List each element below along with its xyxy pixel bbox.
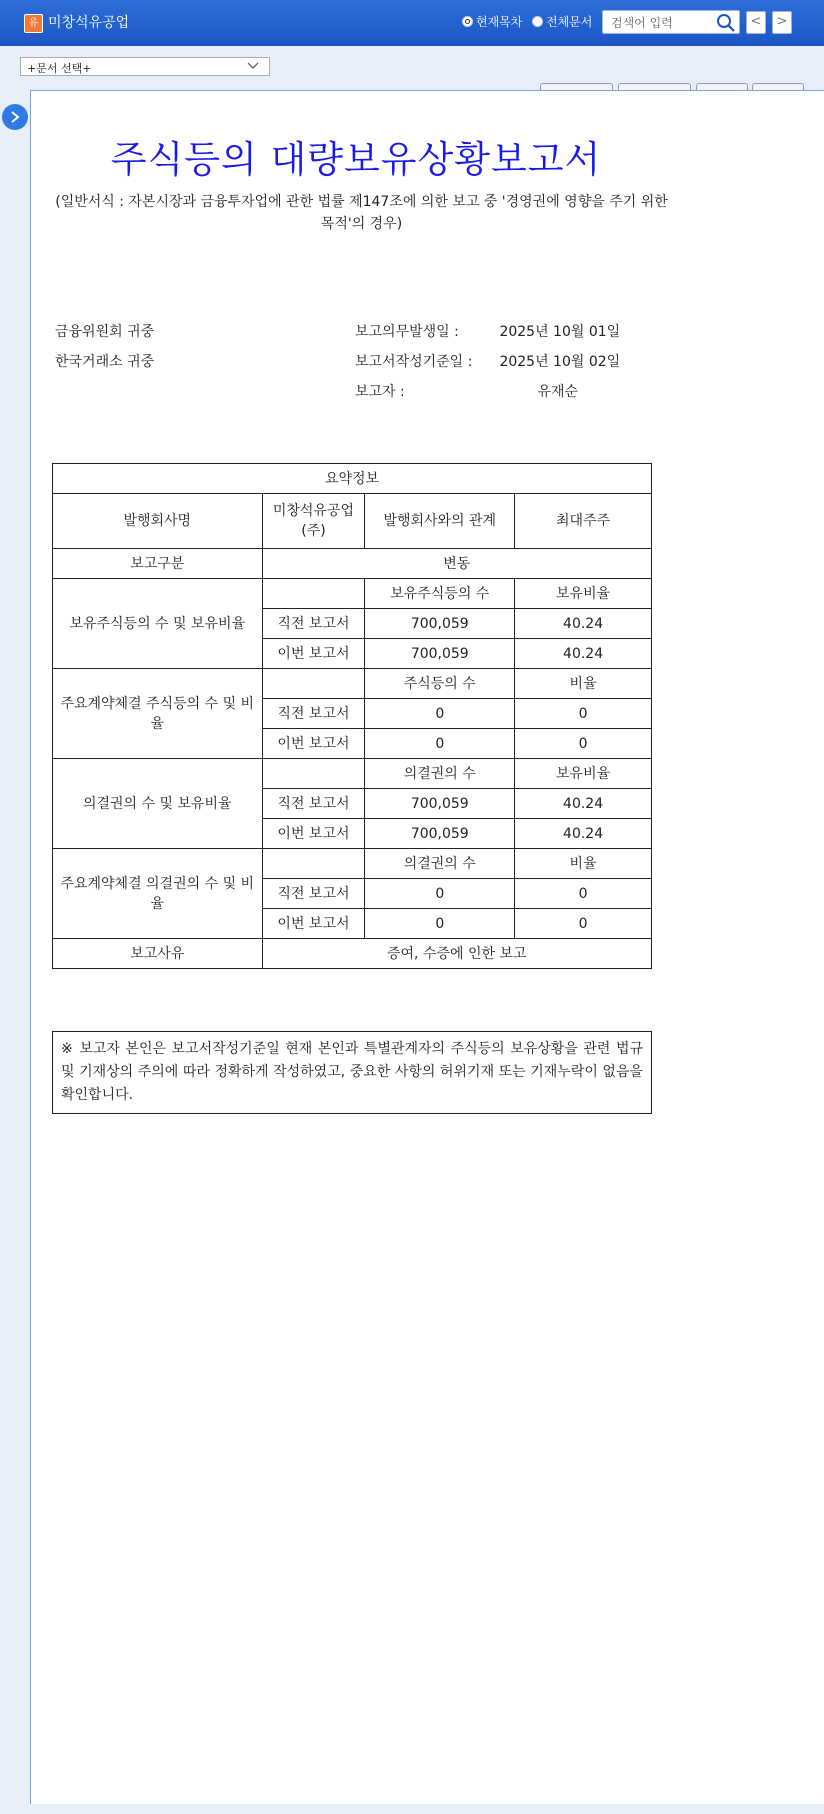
cell-value: 0: [365, 699, 515, 729]
chevron-right-icon: [9, 110, 21, 124]
cell-value: 0: [515, 729, 652, 759]
report-info-value: 유재순: [537, 384, 579, 400]
confirmation-notice: ※ 보고자 본인은 보고서작성기준일 현재 본인과 특별관계자의 주식등의 보유상황을 관련 법규 및 기재상의 주의에 따라 정확하게 작성하였고, 중요한 사항의 허위기재 또는 기재누락이 없음을 확인합니다.: [52, 1031, 652, 1114]
document-title: 주식등의 대량보유상황보고서: [110, 138, 602, 181]
empty-cell: [262, 759, 365, 789]
report-info-value: 2025년 10월 02일: [499, 354, 621, 370]
cell-value: 700,059: [365, 609, 515, 639]
cell-value: 0: [365, 909, 515, 939]
cell-value: 700,059: [365, 639, 515, 669]
cell-value: 40.24: [515, 609, 652, 639]
cell-value: 0: [365, 879, 515, 909]
column-header: 보유비율: [515, 579, 652, 609]
sidebar-toggle-button[interactable]: [2, 104, 28, 130]
company-name[interactable]: 미창석유공업: [48, 15, 130, 31]
section-name: 주요계약체결 의결권의 수 및 비율: [53, 849, 263, 939]
curr-report-label: 이번 보고서: [262, 909, 365, 939]
radio-whole-document[interactable]: [532, 13, 592, 30]
chevron-down-icon: [247, 61, 259, 71]
empty-cell: [262, 579, 365, 609]
curr-report-label: 이번 보고서: [262, 819, 365, 849]
relation-label: 발행회사와의 관계: [365, 494, 515, 549]
report-info: [355, 321, 620, 411]
document-select[interactable]: [20, 57, 270, 76]
search-input[interactable]: 검색어 입력: [602, 10, 740, 34]
issuer-value: 미창석유공업(주): [262, 494, 365, 549]
prev-report-label: 직전 보고서: [262, 609, 365, 639]
report-info-label: 보고서작성기준일 :: [355, 354, 473, 370]
report-type-label: 보고구분: [53, 549, 263, 579]
cell-value: 700,059: [365, 789, 515, 819]
table-row: [53, 549, 652, 579]
cell-value: 40.24: [515, 819, 652, 849]
column-header: 비율: [515, 849, 652, 879]
summary-title: 요약정보: [53, 464, 652, 494]
reason-value: 증여, 수증에 인한 보고: [262, 939, 651, 969]
table-row: [53, 579, 652, 609]
column-header: 주식등의 수: [365, 669, 515, 699]
reason-label: 보고사유: [53, 939, 263, 969]
radio-current-toc[interactable]: [462, 13, 522, 30]
table-row: [53, 494, 652, 549]
column-header: 보유비율: [515, 759, 652, 789]
document-select-value: +문서 선택+: [27, 62, 92, 75]
radio-checked-icon[interactable]: [462, 16, 473, 27]
document-subtitle: (일반서식 : 자본시장과 금융투자업에 관한 법률 제147조에 의한 보고 중 '경영권에 영향을 주기 위한 목적'의 경우): [55, 194, 668, 232]
report-type-value: 변동: [262, 549, 651, 579]
addressee-list: [55, 321, 154, 381]
report-info-label: 보고자 :: [355, 384, 405, 400]
prev-report-label: 직전 보고서: [262, 879, 365, 909]
report-base-date: [355, 351, 620, 381]
summary-table: [52, 463, 652, 969]
cell-value: 40.24: [515, 639, 652, 669]
empty-cell: [262, 669, 365, 699]
addressee-krx: 한국거래소 귀중: [55, 354, 155, 370]
empty-cell: [262, 849, 365, 879]
section-name: 의결권의 수 및 보유비율: [53, 759, 263, 849]
column-header: 의결권의 수: [365, 849, 515, 879]
table-row: [53, 939, 652, 969]
cell-value: 0: [515, 909, 652, 939]
cell-value: 40.24: [515, 789, 652, 819]
cell-value: 0: [365, 729, 515, 759]
table-row: [53, 464, 652, 494]
addressee-fsc: 금융위원회 귀중: [55, 324, 155, 340]
top-bar: [0, 0, 824, 46]
document-viewer: [30, 90, 824, 1804]
curr-report-label: 이번 보고서: [262, 639, 365, 669]
prev-result-button[interactable]: <: [746, 11, 766, 34]
search-icon[interactable]: [716, 13, 736, 33]
relation-value: 최대주주: [515, 494, 652, 549]
curr-report-label: 이번 보고서: [262, 729, 365, 759]
prev-report-label: 직전 보고서: [262, 699, 365, 729]
report-info-label: 보고의무발생일 :: [355, 324, 459, 340]
company-logo-icon: 유: [24, 14, 43, 33]
table-row: [53, 669, 652, 699]
table-row: [53, 849, 652, 879]
radio-current-label: 현재목차: [476, 15, 523, 29]
column-header: 보유주식등의 수: [365, 579, 515, 609]
next-result-button[interactable]: >: [772, 11, 792, 34]
radio-unchecked-icon[interactable]: [532, 16, 543, 27]
section-name: 주요계약체결 주식등의 수 및 비율: [53, 669, 263, 759]
issuer-label: 발행회사명: [53, 494, 263, 549]
prev-report-label: 직전 보고서: [262, 789, 365, 819]
section-name: 보유주식등의 수 및 보유비율: [53, 579, 263, 669]
radio-all-label: 전체문서: [546, 15, 593, 29]
cell-value: 700,059: [365, 819, 515, 849]
cell-value: 0: [515, 879, 652, 909]
report-info-value: 2025년 10월 01일: [499, 324, 621, 340]
column-header: 의결권의 수: [365, 759, 515, 789]
report-obligation-date: [355, 321, 620, 351]
column-header: 비율: [515, 669, 652, 699]
reporter: [355, 381, 620, 411]
cell-value: 0: [515, 699, 652, 729]
table-row: [53, 759, 652, 789]
